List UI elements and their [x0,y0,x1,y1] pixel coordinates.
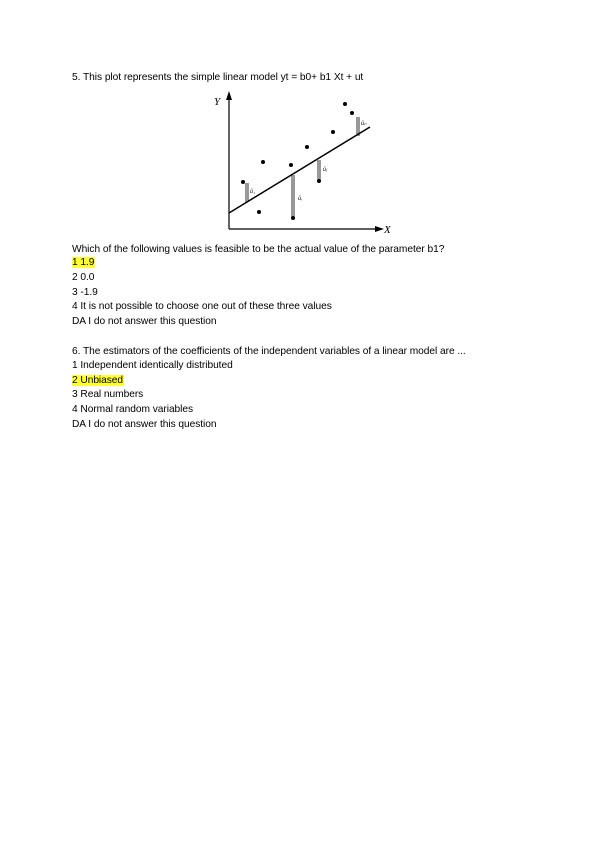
q6-option-da[interactable]: DA I do not answer this question [72,419,217,430]
q5-option-2[interactable]: 2 0.0 [72,272,95,283]
data-point [331,130,335,134]
residual-bracket-i [292,175,294,217]
data-point [343,102,347,106]
residual-bracket-n [357,117,359,136]
q5-option-3[interactable]: 3 -1.9 [72,287,98,298]
question-5-text: 5. This plot represents the simple linear model yt = b0+ b1 Xt + ut [72,72,364,83]
q5-option-1-label: 1 1.9 [72,257,95,268]
residual-label-1: û₁ [250,189,256,195]
q6-option-1[interactable]: 1 Independent identically distributed [72,360,233,371]
data-point [305,145,309,149]
x-axis-label: X [384,224,391,234]
x-axis-arrow [375,226,384,232]
q6-option-4[interactable]: 4 Normal random variables [72,404,194,415]
data-point [291,216,295,220]
q6-option-3[interactable]: 3 Real numbers [72,389,144,400]
question-6-text: 6. The estimators of the coefficients of the independent variables of a linear model are ... [72,346,466,357]
residual-label-j: ûⱼ [323,167,328,173]
data-point [257,210,261,214]
data-point [241,180,245,184]
regression-plot [200,89,400,234]
question-5-prompt: Which of the following values is feasible to be the actual value of the parameter b1? [72,244,445,255]
data-point [317,179,321,183]
q6-option-2-label: 2 Unbiased [72,375,124,386]
residual-bracket-j [318,160,320,180]
data-point [350,111,354,115]
q6-option-2[interactable] [72,374,124,387]
residual-label-n: ûₙ [361,121,367,127]
data-point [289,163,293,167]
y-axis-arrow [226,91,232,100]
q5-option-1[interactable] [72,256,95,269]
y-axis-label: Y [214,96,221,108]
residual-label-i: ûᵢ [298,196,302,202]
q5-option-4[interactable]: 4 It is not possible to choose one out of these three values [72,301,332,312]
residual-bracket-1 [246,183,248,202]
q5-option-da[interactable]: DA I do not answer this question [72,316,217,327]
data-point [261,160,265,164]
